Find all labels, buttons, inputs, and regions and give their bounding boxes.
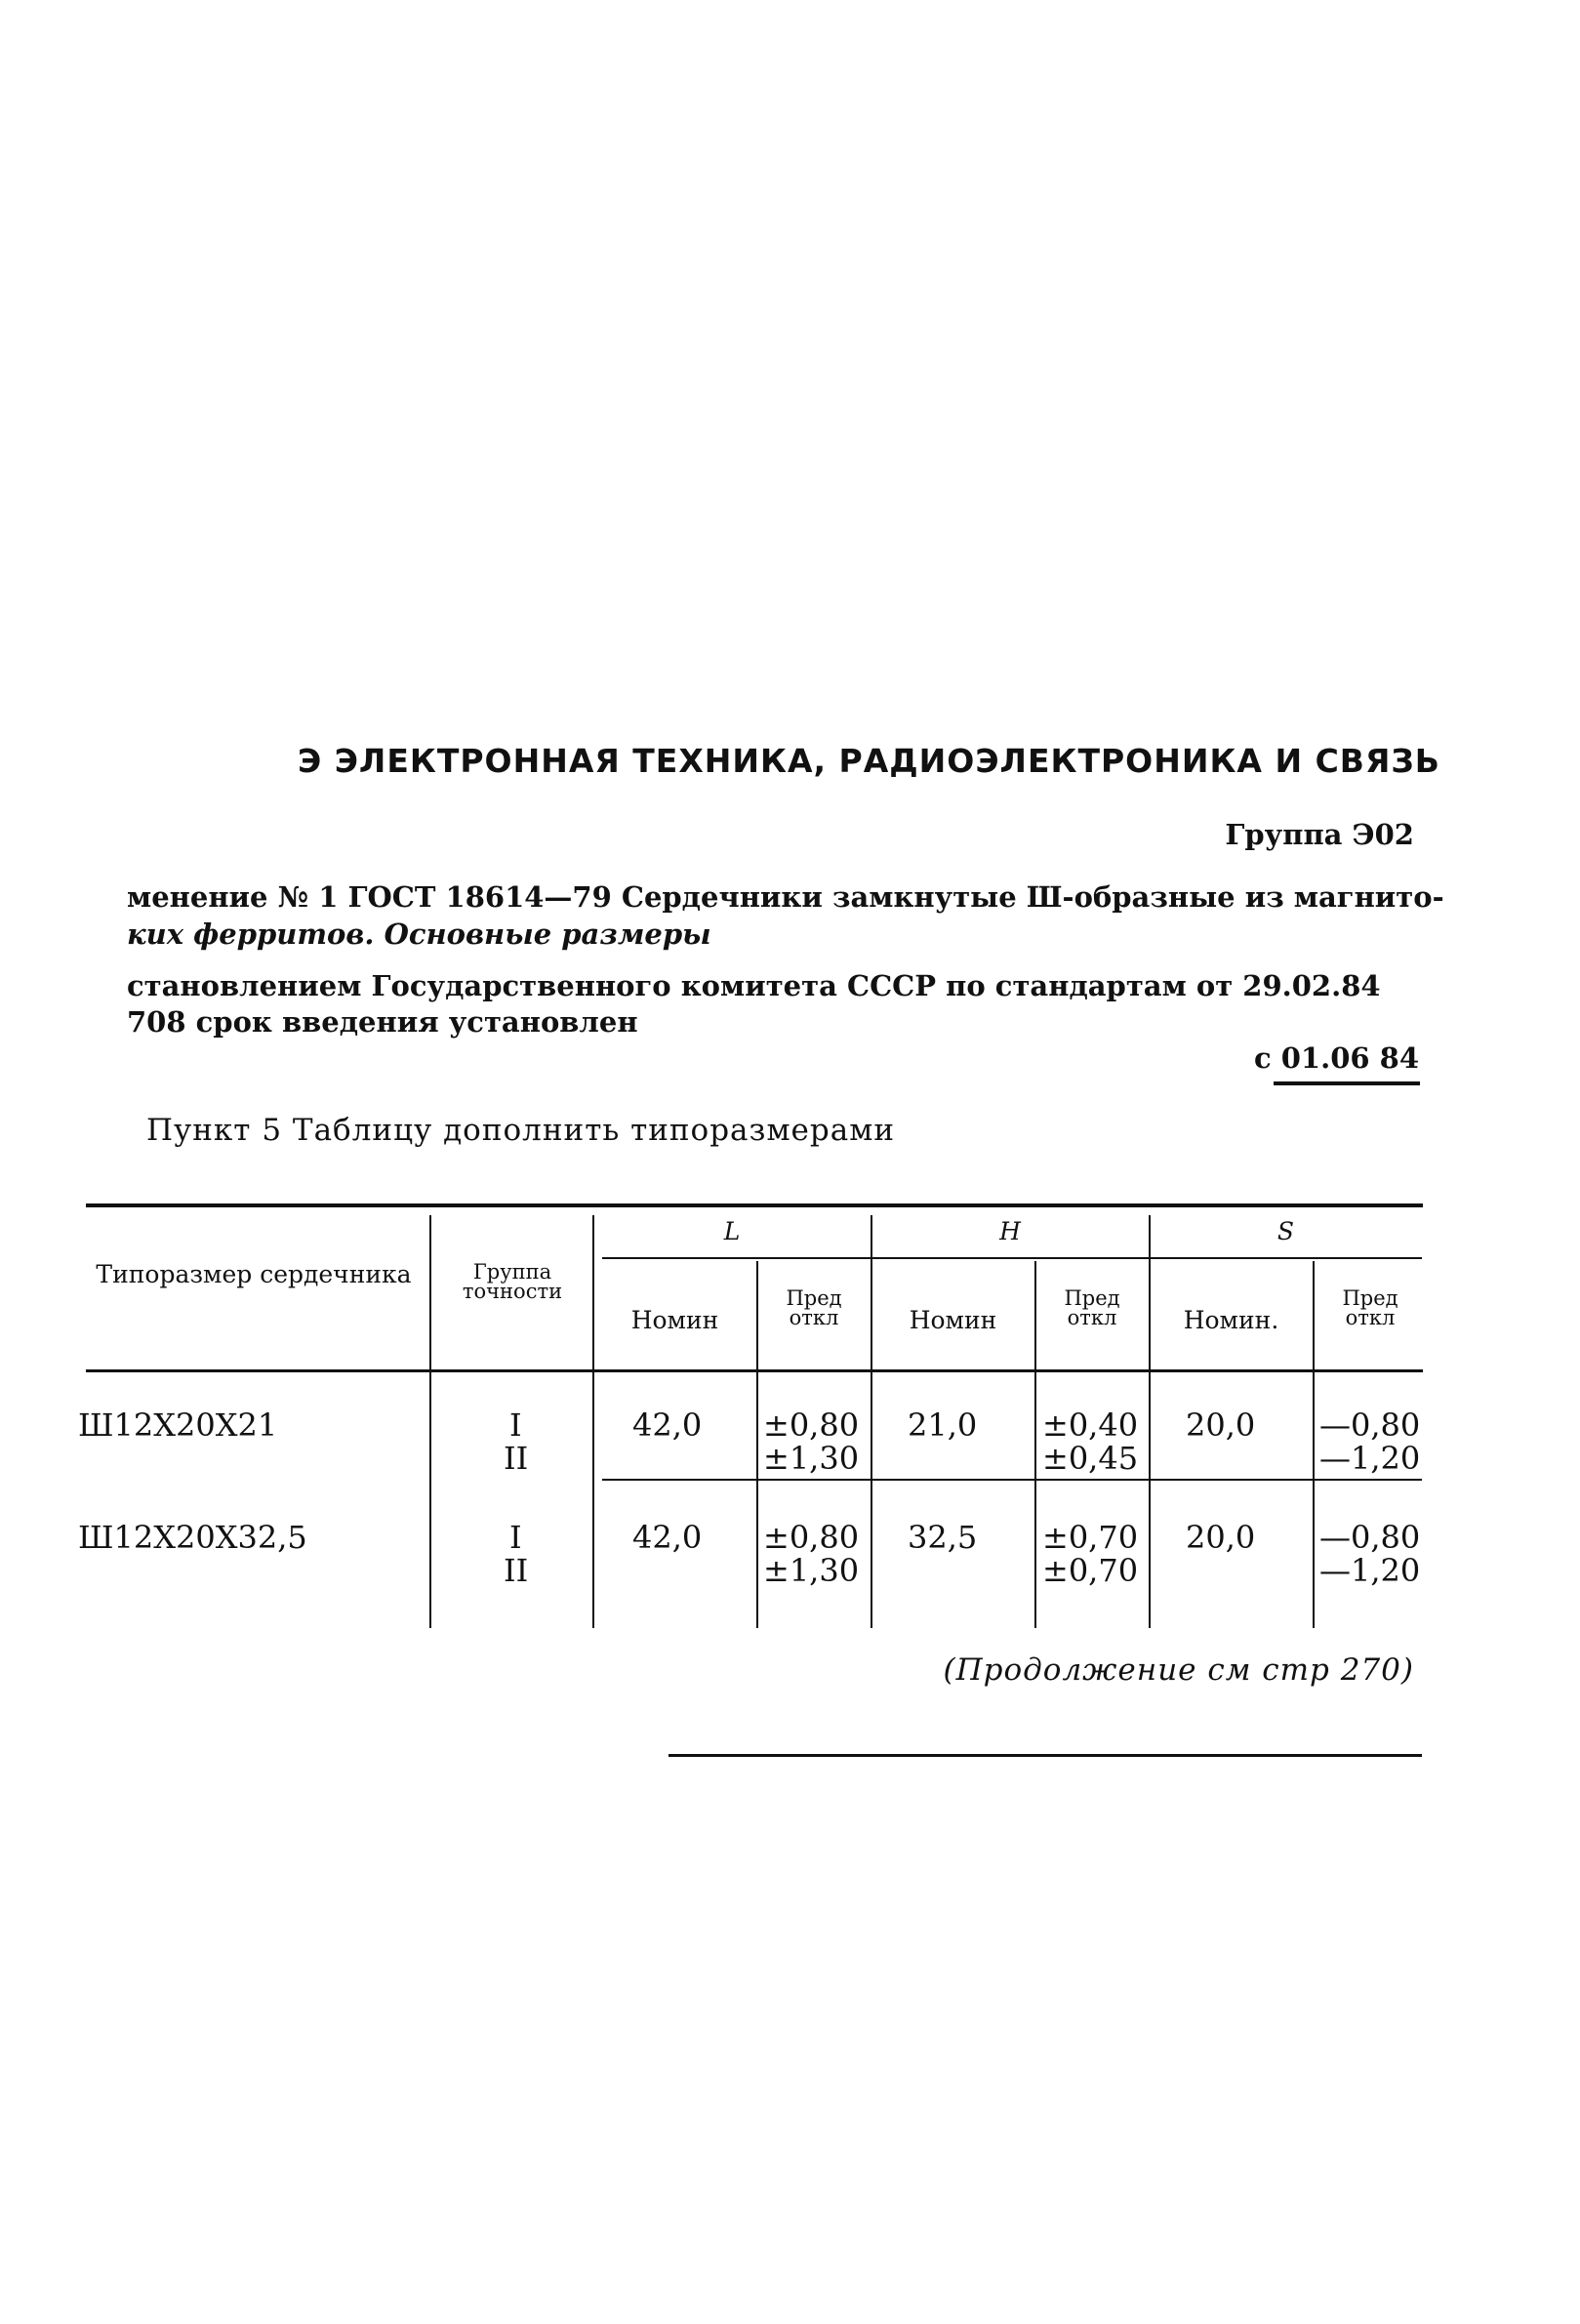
row1-s-nom: 20,0 bbox=[1186, 1407, 1256, 1444]
amendment-line-1: менение № 1 ГОСТ 18614—79 Сердечники замкнутые Ш-образные из магнито- bbox=[127, 880, 1444, 914]
row1-l-dev-1: ±0,80 bbox=[763, 1407, 860, 1444]
row2-h-nom: 32,5 bbox=[908, 1519, 978, 1556]
row2-group-i: I bbox=[509, 1519, 522, 1556]
group-code: Группа Э02 bbox=[1225, 818, 1414, 851]
row1-s-dev-1: —0,80 bbox=[1319, 1407, 1421, 1444]
row1-group-ii: II bbox=[504, 1440, 529, 1477]
row1-l-dev-2: ±1,30 bbox=[763, 1440, 860, 1477]
row1-l-nom: 42,0 bbox=[632, 1407, 703, 1444]
row1-h-dev-2: ±0,45 bbox=[1042, 1440, 1139, 1477]
amendment-line-3: становлением Государственного комитета СССР по стандартам от 29.02.84 bbox=[127, 969, 1381, 1002]
bottom-rule bbox=[668, 1754, 1422, 1757]
header-dim-l: L bbox=[723, 1217, 741, 1245]
row1-h-nom: 21,0 bbox=[908, 1407, 978, 1444]
col-divider bbox=[429, 1215, 431, 1628]
row1-type: Ш12Х20Х21 bbox=[78, 1407, 278, 1444]
header-bottom-rule bbox=[86, 1369, 1423, 1372]
row1-group-i: I bbox=[509, 1407, 522, 1444]
row2-group-ii: II bbox=[504, 1552, 529, 1589]
row2-l-dev-2: ±1,30 bbox=[763, 1552, 860, 1589]
header-nom-l: Номин bbox=[630, 1306, 719, 1334]
date-underline bbox=[1274, 1081, 1420, 1085]
amendment-line-2: ких ферритов. Основные размеры bbox=[127, 917, 711, 951]
row2-h-dev-1: ±0,70 bbox=[1042, 1519, 1139, 1556]
header-nom-s: Номин. bbox=[1183, 1306, 1279, 1334]
dims-header-rule bbox=[602, 1257, 1422, 1259]
header-group: Группа точности bbox=[462, 1260, 563, 1303]
header-dev-l: Пред откл bbox=[786, 1286, 842, 1329]
row2-type: Ш12Х20Х32,5 bbox=[78, 1519, 307, 1556]
header-dev-h: Пред откл bbox=[1064, 1286, 1120, 1329]
header-type: Типоразмер сердечника bbox=[96, 1260, 412, 1288]
col-divider bbox=[592, 1215, 594, 1628]
col-divider bbox=[1149, 1215, 1151, 1628]
row2-s-nom: 20,0 bbox=[1186, 1519, 1256, 1556]
row1-s-dev-2: —1,20 bbox=[1319, 1440, 1421, 1477]
row2-s-dev-1: —0,80 bbox=[1319, 1519, 1421, 1556]
col-divider bbox=[871, 1215, 872, 1628]
instruction-note: Пункт 5 Таблицу дополнить типоразмерами bbox=[146, 1113, 896, 1148]
header-dev-s: Пред откл bbox=[1342, 1286, 1398, 1329]
table-top-rule bbox=[86, 1203, 1423, 1207]
header-dim-h: H bbox=[999, 1217, 1021, 1245]
col-divider bbox=[1313, 1261, 1315, 1628]
amendment-line-4: 708 срок введения установлен bbox=[127, 1005, 638, 1039]
row2-l-dev-1: ±0,80 bbox=[763, 1519, 860, 1556]
header-dim-s: S bbox=[1276, 1217, 1295, 1245]
row2-s-dev-2: —1,20 bbox=[1319, 1552, 1421, 1589]
section-title: Э ЭЛЕКТРОННАЯ ТЕХНИКА, РАДИОЭЛЕКТРОНИКА И СВЯЗЬ bbox=[298, 742, 1440, 780]
continuation-note: (Продолжение см стр 270) bbox=[943, 1652, 1414, 1688]
col-divider bbox=[756, 1261, 758, 1628]
row2-l-nom: 42,0 bbox=[632, 1519, 703, 1556]
effective-date: с 01.06 84 bbox=[1253, 1041, 1419, 1075]
header-nom-h: Номин bbox=[909, 1306, 997, 1334]
row1-h-dev-1: ±0,40 bbox=[1042, 1407, 1139, 1444]
col-divider bbox=[1034, 1261, 1036, 1628]
row2-h-dev-2: ±0,70 bbox=[1042, 1552, 1139, 1589]
row-separator bbox=[602, 1479, 1422, 1481]
